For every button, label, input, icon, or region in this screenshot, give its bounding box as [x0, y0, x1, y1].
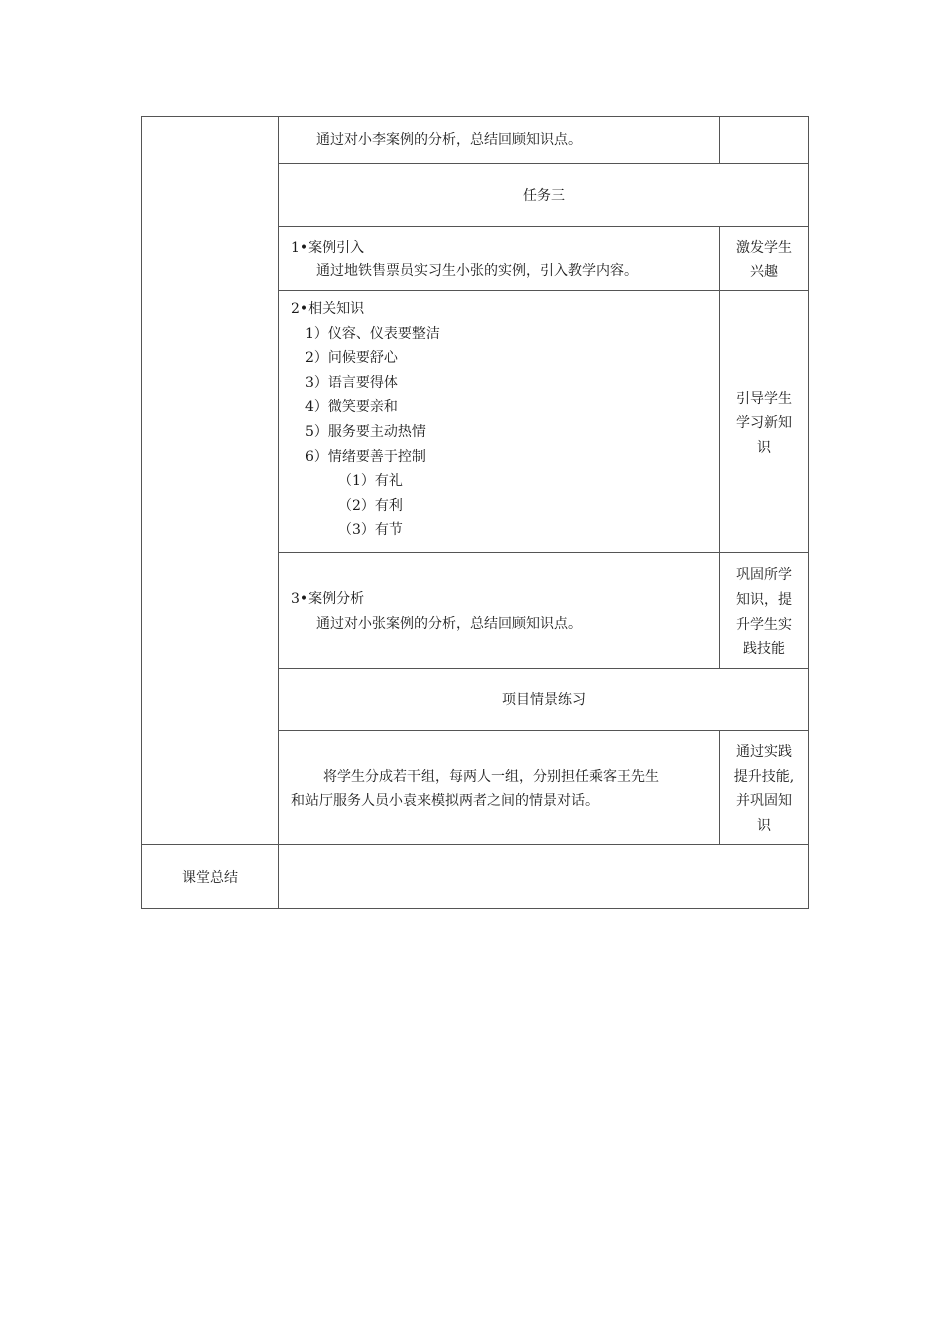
- practice-note-line1: 通过实践: [736, 744, 792, 760]
- knowledge-item: 6）情绪要善于控制: [305, 449, 426, 465]
- knowledge-subitem: （2）有利: [338, 498, 403, 514]
- knowledge-subitem: （1）有礼: [338, 473, 403, 489]
- practice-note-line3: 并巩固知: [736, 793, 792, 809]
- knowledge-note-line2: 学习新知: [736, 415, 792, 431]
- knowledge-item: 5）服务要主动热情: [305, 424, 426, 440]
- knowledge-note-line1: 引导学生: [736, 391, 792, 407]
- practice-note-line4: 识: [757, 818, 771, 834]
- case-analysis-note-line2: 知识，提: [736, 592, 792, 608]
- case-analysis-heading: 3•案例分析: [291, 591, 365, 607]
- case-analysis-note-line1: 巩固所学: [736, 567, 792, 583]
- case-intro-note-line1: 激发学生: [736, 240, 792, 256]
- case-analysis-note-line3: 升学生实: [736, 617, 792, 633]
- practice-title: 项目情景练习: [502, 692, 586, 708]
- practice-text-line2: 和站厅服务人员小袁来模拟两者之间的情景对话。: [291, 793, 599, 809]
- knowledge-item: 2）问候要舒心: [305, 350, 398, 366]
- knowledge-note-line3: 识: [757, 440, 771, 456]
- task3-title: 任务三: [523, 188, 565, 204]
- case-intro-text: 通过地铁售票员实习生小张的实例，引入教学内容。: [316, 263, 638, 279]
- knowledge-item: 3）语言要得体: [305, 375, 398, 391]
- practice-text-line1: 将学生分成若干组，每两人一组，分别担任乘客王先生: [323, 769, 659, 785]
- row1-content: 通过对小李案例的分析，总结回顾知识点。: [316, 132, 582, 148]
- summary-content-cell: [279, 845, 808, 908]
- knowledge-item: 1）仪容、仪表要整洁: [305, 326, 440, 342]
- case-intro-note-line2: 兴趣: [750, 264, 778, 280]
- knowledge-subitem: （3）有节: [338, 522, 403, 538]
- case-intro-heading: 1•案例引入: [291, 240, 365, 256]
- practice-note-line2: 提升技能,: [733, 769, 795, 785]
- knowledge-item: 4）微笑要亲和: [305, 399, 398, 415]
- case-analysis-text: 通过对小张案例的分析，总结回顾知识点。: [316, 616, 582, 632]
- summary-label: 课堂总结: [182, 870, 238, 886]
- knowledge-heading: 2•相关知识: [291, 301, 365, 317]
- case-analysis-note-line4: 践技能: [743, 641, 785, 657]
